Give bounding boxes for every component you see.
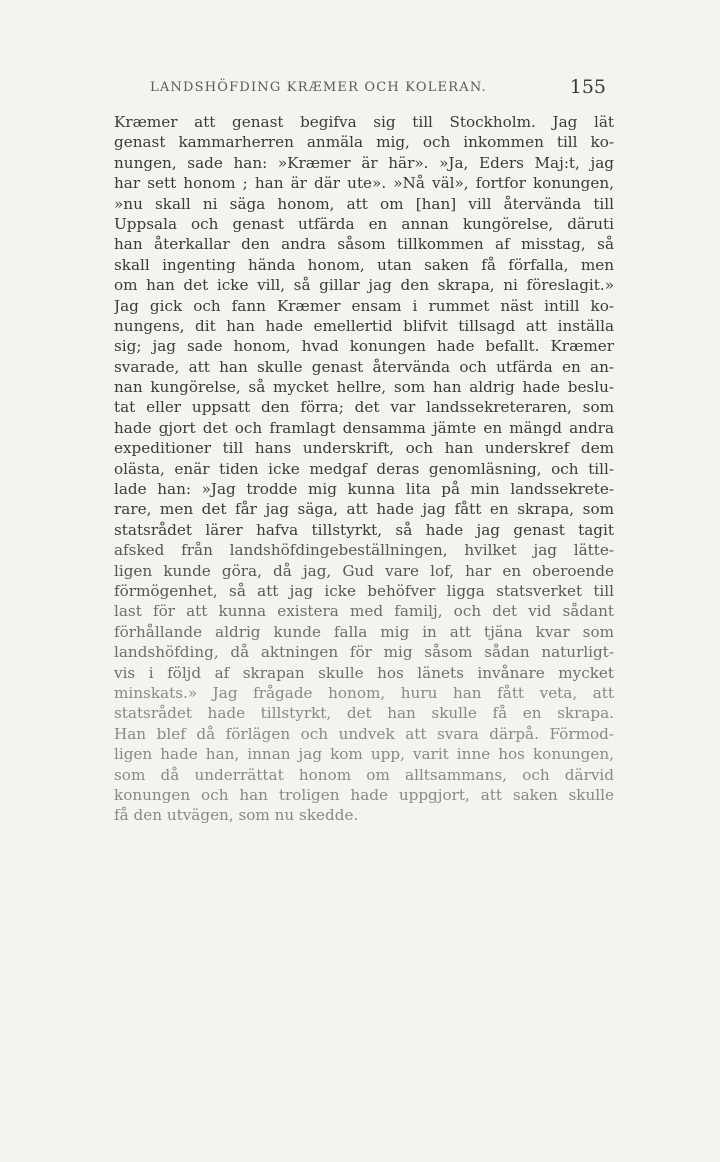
text-line: vis i följd af skrapan skulle hos länets invånare mycket [114, 663, 614, 682]
text-line: minskats.» Jag frågade honom, huru han fått veta, att [114, 683, 614, 702]
running-head [150, 76, 606, 98]
text-line: förhållande aldrig kunde falla mig in att tjäna kvar som [114, 622, 614, 641]
text-line: få den utvägen, som nu skedde. [114, 806, 359, 825]
text-line: ligen hade han, innan jag kom upp, varit inne hos konungen, [114, 745, 614, 764]
text-line: Uppsala och genast utfärda en annan kungörelse, däruti [114, 214, 614, 233]
text-line: statsrådet hade tillstyrkt, det han skulle få en skrapa. [114, 704, 614, 723]
running-title: LANDSHÖFDING KRÆMER OCH KOLERAN. [150, 80, 487, 95]
text-line: Kræmer att genast begifva sig till Stockholm. Jag lät [114, 113, 614, 131]
text-line: om han det icke vill, så gillar jag den skrapa, ni föreslagit.» [114, 276, 614, 295]
text-line: sig; jag sade honom, hvad konungen hade befallt. Kræmer [114, 337, 614, 356]
text-line: har sett honom ; han är där ute». »Nå väl», fortfor konungen, [114, 174, 614, 193]
text-line: olästa, enär tiden icke medgaf deras genomläsning, och till- [114, 459, 614, 478]
text-line: förmögenhet, så att jag icke behöfver ligga statsverket till [114, 581, 614, 600]
text-line: last för att kunna existera med familj, och det vid sådant [114, 602, 614, 621]
text-line: statsrådet lärer hafva tillstyrkt, så hade jag genast tagit [114, 520, 614, 539]
text-line: rare, men det får jag säga, att hade jag fått en skrapa, som [114, 500, 614, 519]
text-line: skall ingenting hända honom, utan saken få förfalla, men [114, 255, 614, 274]
text-line: ligen kunde göra, då jag, Gud vare lof, har en oberoende [114, 561, 614, 580]
body-text [114, 112, 614, 826]
text-line: genast kammarherren anmäla mig, och inkommen till ko- [114, 133, 614, 152]
text-line: tat eller uppsatt den förra; det var landssekreteraren, som [114, 398, 614, 417]
text-line: afsked från landshöfdingebeställningen, hvilket jag lätte- [114, 541, 614, 560]
text-line: Jag gick och fann Kræmer ensam i rummet näst intill ko- [114, 296, 614, 315]
text-line: svarade, att han skulle genast återvända och utfärda en an- [114, 357, 614, 376]
page-number: 155 [569, 76, 606, 98]
text-line: nungen, sade han: »Kræmer är här». »Ja, Eders Maj:t, jag [114, 153, 614, 172]
text-line: nungens, dit han hade emellertid blifvit tillsagd att inställa [114, 316, 614, 335]
text-line: konungen och han troligen hade uppgjort, att saken skulle [114, 785, 614, 804]
text-line: som då underrättat honom om alltsammans, och därvid [114, 765, 614, 784]
text-line: nan kungörelse, så mycket hellre, som han aldrig hade beslu- [114, 378, 614, 397]
text-line: hade gjort det och framlagt densamma jämte en mängd andra [114, 418, 614, 437]
text-line: expeditioner till hans underskrift, och han underskref dem [114, 439, 614, 458]
text-line: »nu skall ni säga honom, att om [han] vill återvända till [114, 194, 614, 213]
text-line: han återkallar den andra såsom tillkommen af misstag, så [114, 235, 614, 254]
text-line: landshöfding, då aktningen för mig såsom sådan naturligt- [114, 643, 614, 662]
text-line: lade han: »Jag trodde mig kunna lita på min landssekrete- [114, 480, 614, 499]
text-line: Han blef då förlägen och undvek att svara därpå. Förmod- [114, 724, 614, 743]
